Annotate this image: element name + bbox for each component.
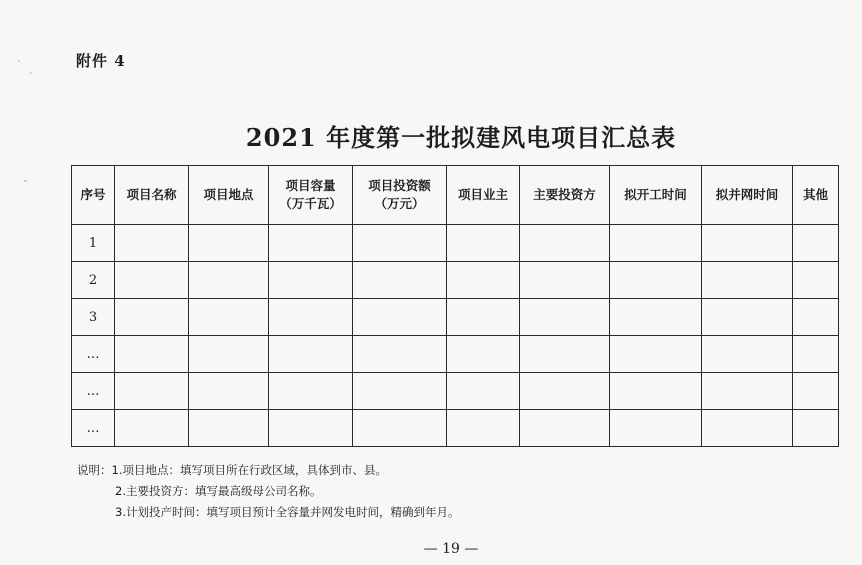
- table-cell: [610, 373, 702, 410]
- table-row: [72, 336, 839, 373]
- table-cell: [115, 299, 189, 336]
- table-cell: [189, 262, 269, 299]
- page-title: 2021 年度第一批拟建风电项目汇总表: [245, 123, 677, 152]
- header-cell-project-owner: [447, 166, 520, 225]
- table-cell: [702, 299, 793, 336]
- header-line: 拟并网时间: [715, 187, 779, 202]
- table-cell: [447, 299, 520, 336]
- table-row: [72, 410, 839, 447]
- header-line: 其他: [802, 187, 828, 202]
- table-row: [72, 262, 839, 299]
- table-cell: [269, 410, 353, 447]
- row-seq: 2: [72, 262, 115, 299]
- table-row: [72, 225, 839, 262]
- table-cell: [520, 410, 610, 447]
- table-cell: [353, 299, 447, 336]
- project-summary-table: [71, 165, 839, 447]
- table-cell: [269, 262, 353, 299]
- scan-speck: [24, 180, 27, 182]
- table-cell: [447, 225, 520, 262]
- header-cell-start-time: [610, 166, 702, 225]
- table-cell: [520, 262, 610, 299]
- table-cell: [353, 262, 447, 299]
- table-cell: [447, 373, 520, 410]
- table-cell: [520, 336, 610, 373]
- table-cell: [447, 410, 520, 447]
- table-cell: [353, 373, 447, 410]
- table-cell: [702, 225, 793, 262]
- row-seq: 1: [72, 225, 115, 262]
- header-line: 项目地点: [203, 187, 254, 202]
- table-cell: [115, 336, 189, 373]
- header-cell-investment: [353, 166, 447, 225]
- table-cell: [610, 336, 702, 373]
- table-cell: [115, 410, 189, 447]
- table-cell: [702, 336, 793, 373]
- table-cell: [269, 299, 353, 336]
- table-cell: [793, 373, 839, 410]
- table-cell: [702, 410, 793, 447]
- table-cell: [189, 299, 269, 336]
- table-cell: [115, 225, 189, 262]
- header-cell-main-investor: [520, 166, 610, 225]
- table-cell: [353, 336, 447, 373]
- header-cell-seq: [72, 166, 115, 225]
- row-seq: …: [72, 373, 115, 410]
- table-cell: [189, 336, 269, 373]
- table-cell: [610, 225, 702, 262]
- table-cell: [189, 373, 269, 410]
- header-line: 序号: [80, 187, 106, 202]
- notes-block: [77, 460, 459, 523]
- table-row: [72, 299, 839, 336]
- table-cell: [793, 410, 839, 447]
- table-cell: [115, 373, 189, 410]
- header-unit: （万千瓦）: [279, 196, 342, 211]
- attachment-label: 附件 4: [76, 52, 126, 70]
- header-cell-project-location: [189, 166, 269, 225]
- header-cell-project-name: [115, 166, 189, 225]
- scan-speck: [30, 72, 32, 74]
- table-cell: [447, 262, 520, 299]
- note-line: 3.计划投产时间：填写项目预计全容量并网发电时间，精确到年月。: [115, 505, 460, 519]
- header-cell-grid-time: [702, 166, 793, 225]
- scan-speck: [18, 60, 20, 62]
- row-seq: 3: [72, 299, 115, 336]
- header-line: 项目名称: [126, 187, 177, 202]
- table-cell: [793, 299, 839, 336]
- note-line: 说明：1.项目地点：填写项目所在行政区域，具体到市、县。: [77, 463, 387, 477]
- header-line: 项目投资额: [368, 178, 431, 193]
- table-cell: [610, 410, 702, 447]
- header-line: 主要投资方: [533, 187, 596, 202]
- row-seq: …: [72, 336, 115, 373]
- table-cell: [269, 225, 353, 262]
- table-cell: [115, 262, 189, 299]
- header-line: 项目容量: [285, 178, 336, 193]
- table-cell: [520, 373, 610, 410]
- table-cell: [269, 336, 353, 373]
- table-cell: [702, 262, 793, 299]
- table-cell: [447, 336, 520, 373]
- header-cell-other: [793, 166, 839, 225]
- table-cell: [610, 262, 702, 299]
- table-row: [72, 373, 839, 410]
- header-line: 拟开工时间: [624, 187, 687, 202]
- row-seq: …: [72, 410, 115, 447]
- header-unit: （万元）: [374, 196, 425, 211]
- table-cell: [520, 299, 610, 336]
- table-cell: [353, 225, 447, 262]
- page-number: — 19 —: [423, 541, 479, 557]
- header-cell-project-capacity: [269, 166, 353, 225]
- table-cell: [520, 225, 610, 262]
- table-cell: [189, 225, 269, 262]
- table-cell: [610, 299, 702, 336]
- header-line: 项目业主: [457, 187, 508, 202]
- note-line: 2.主要投资方：填写最高级母公司名称。: [115, 484, 322, 498]
- table-cell: [189, 410, 269, 447]
- table-cell: [793, 262, 839, 299]
- table-cell: [353, 410, 447, 447]
- table-cell: [269, 373, 353, 410]
- table-header-row: [72, 166, 839, 225]
- table-cell: [793, 225, 839, 262]
- table-cell: [702, 373, 793, 410]
- table-cell: [793, 336, 839, 373]
